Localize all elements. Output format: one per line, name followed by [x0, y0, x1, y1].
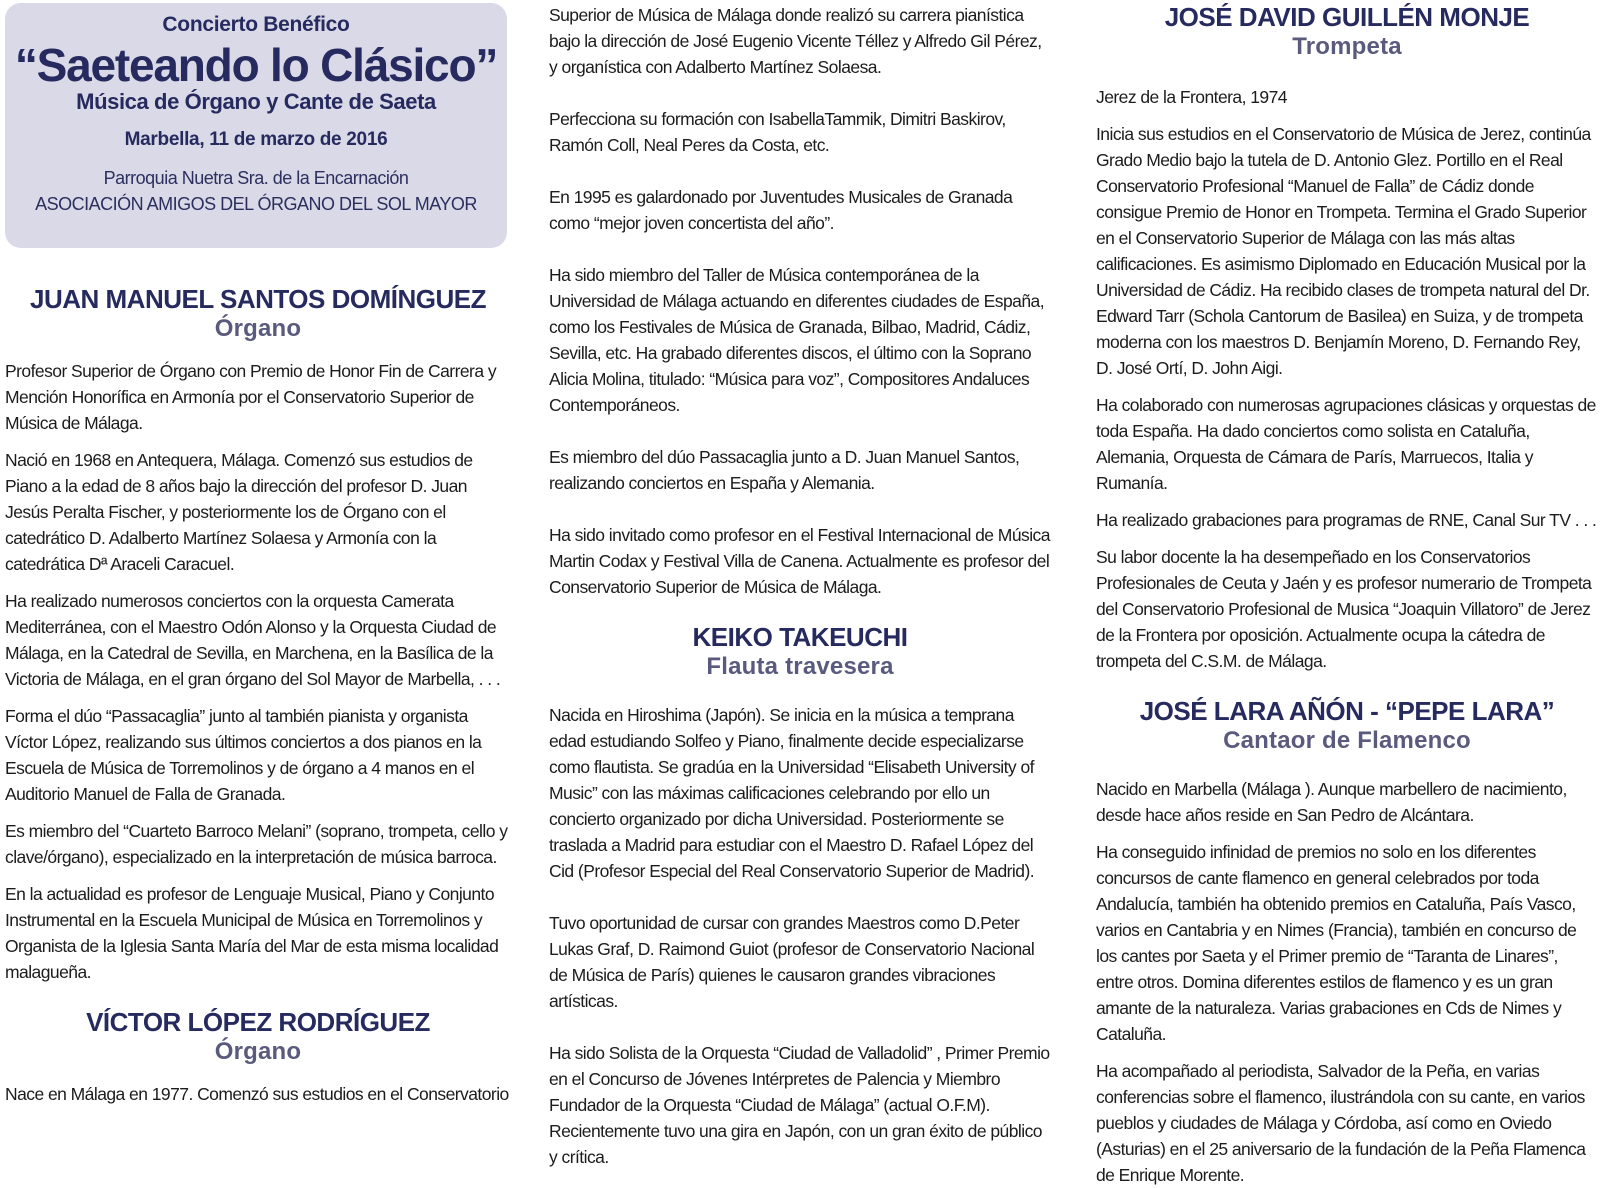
- venue-line-2: ASOCIACIÓN AMIGOS DEL ÓRGANO DEL SOL MAYOR: [35, 194, 477, 214]
- bio-paragraph: Perfecciona su formación con IsabellaTammik, Dimitri Baskirov, Ramón Coll, Neal Peres da Costa, etc.: [549, 109, 1006, 155]
- bio-paragraph: Es miembro del dúo Passacaglia junto a D. Juan Manuel Santos, realizando conciertos en España y Alemania.: [549, 447, 1020, 493]
- bio-role: Cantaor de Flamenco: [1223, 727, 1471, 754]
- bio-role: Órgano: [214, 1038, 302, 1065]
- concert-venue: [5, 165, 507, 217]
- bio-paragraph: Jerez de la Frontera, 1974: [1096, 87, 1287, 107]
- bio-paragraph: Forma el dúo “Passacaglia” junto al también pianista y organista Víctor López, realizando sus últimos conciertos a dos pianos en la Escuela de Música de Torremolinos y de órgano a 4 manos en el Auditorio Manuel de Falla de Granada.: [5, 706, 482, 804]
- bio-role: Órgano: [214, 315, 302, 342]
- bio-paragraph: Es miembro del “Cuarteto Barroco Melani” (soprano, trompeta, cello y clave/órgano), especializado en la interpretación de música barroca.: [5, 821, 508, 867]
- bio-paragraph: Inicia sus estudios en el Conservatorio de Música de Jerez, continúa Grado Medio bajo la tutela de D. Antonio Glez. Portillo en el Real Conservatorio Profesional “Manuel de Falla” de Cádiz donde consigue Premio de Honor en Trompeta. Termina el Grado Superior en el Conservatorio Superior de Málaga con las más altas calificaciones. Es asimismo Diplomado en Educación Musical por la Universidad de Cádiz. Ha recibido clases de trompeta natural del Dr. Edward Tarr (Schola Cantorum de Basilea) en Suiza, y de trompeta moderna con los maestros D. Benjamín Moreno, D. Fernando Rey, D. José Ortí, D. John Aigi.: [1096, 124, 1591, 378]
- bio-paragraph: Nace en Málaga en 1977. Comenzó sus estudios en el Conservatorio: [5, 1084, 509, 1104]
- bio-paragraph: Ha sido Solista de la Orquesta “Ciudad de Valladolid” , Primer Premio en el Concurso de Jóvenes Intérpretes de Palencia y Miembro Fundador de la Orquesta “Ciudad de Málaga” (actual O.F.M). Recientemente tuvo una gira en Japón, con un gran éxito de público y crítica.: [549, 1043, 1050, 1167]
- bio-paragraph: Ha realizado numerosos conciertos con la orquesta Camerata Mediterránea, con el Maestro Odón Alonso y la Orquesta Ciudad de Málaga, en la Catedral de Sevilla, en Marchena, en la Basílica de la Victoria de Málaga, en el gran órgano del Sol Mayor de Marbella, . . .: [5, 591, 501, 689]
- bio-paragraph: Ha acompañado al periodista, Salvador de la Peña, en varias conferencias sobre el flamenco, ilustrándola con su cante, en varios pueblos y ciudades de Málaga y Córdoba, así como en Oviedo (Asturias) en el 25 aniversario de la fundación de la Peña Flamenca de Enrique Morente.: [1096, 1061, 1586, 1185]
- bio-role: Trompeta: [1292, 33, 1402, 60]
- venue-line-1: Parroquia Nuetra Sra. de la Encarnación: [103, 168, 409, 188]
- bio-name: JUAN MANUEL SANTOS DOMÍNGUEZ: [30, 284, 486, 314]
- concert-date: Marbella, 11 de marzo de 2016: [124, 129, 388, 150]
- bio-name: JOSÉ LARA AÑÓN - “PEPE LARA”: [1139, 696, 1555, 726]
- concert-title: “Saeteando lo Clásico”: [14, 39, 498, 91]
- bio-name: KEIKO TAKEUCHI: [692, 622, 908, 652]
- bio-paragraph: Ha colaborado con numerosas agrupaciones clásicas y orquestas de toda España. Ha dado conciertos como solista en Cataluña, Alemania, Orquesta de Cámara de París, Marruecos, Italia y Rumanía.: [1096, 395, 1596, 493]
- column-middle: [549, 0, 1051, 1170]
- bio-paragraph: Ha conseguido infinidad de premios no solo en los diferentes concursos de cante flamenco en general celebrados por toda Andalucía, también ha obtenido premios en Cataluña, País Vasco, varios en Cantabria y en Nimes (Francia), también en concurso de los cantes por Saeta y el Primer premio de “Taranta de Linares”, entre otros. Domina diferentes estilos de flamenco y es un gran amante de la naturaleza. Varias grabaciones en Cds de Nimes y Cataluña.: [1096, 842, 1577, 1044]
- bio-paragraph: En 1995 es galardonado por Juventudes Musicales de Granada como “mejor joven concertista del año”.: [549, 187, 1013, 233]
- bio-paragraph: Ha sido miembro del Taller de Música contemporánea de la Universidad de Málaga actuando en diferentes ciudades de España, como los Festivales de Música de Granada, Bilbao, Madrid, Cádiz, Sevilla, etc. Ha grabado diferentes discos, el último con la Soprano Alicia Molina, titulado: “Música para voz”, Compositores Andaluces Contemporáneos.: [549, 265, 1045, 415]
- concert-music-type: Música de Órgano y Cante de Saeta: [76, 89, 436, 114]
- bio-name: JOSÉ DAVID GUILLÉN MONJE: [1164, 2, 1530, 32]
- bio-paragraph: Profesor Superior de Órgano con Premio de Honor Fin de Carrera y Mención Honorífica en Armonía por el Conservatorio Superior de Música de Málaga.: [5, 361, 497, 433]
- concert-subtitle: Concierto Benéfico: [162, 13, 350, 36]
- bio-paragraph: Nació en 1968 en Antequera, Málaga. Comenzó sus estudios de Piano a la edad de 8 años bajo la dirección del profesor D. Juan Jesús Peralta Fischer, y posteriormente los de Órgano con el catedrático D. Adalberto Martínez Solaesa y Armonía con la catedrática Dª Araceli Caracuel.: [5, 450, 473, 574]
- column-left: [5, 0, 511, 1107]
- bio-paragraph: Su labor docente la ha desempeñado en los Conservatorios Profesionales de Ceuta y Jaén y es profesor numerario de Trompeta del Conservatorio Profesional de Musica “Joaquin Villatoro” de Jerez de la Frontera por oposición. Actualmente ocupa la cátedra de trompeta del C.S.M. de Málaga.: [1096, 547, 1592, 671]
- bio-paragraph: Ha realizado grabaciones para programas de RNE, Canal Sur TV . . .: [1096, 510, 1597, 530]
- concert-header-box: [5, 3, 507, 248]
- bio-paragraph: Ha sido invitado como profesor en el Festival Internacional de Música Martin Codax y Festival Villa de Canena. Actualmente es profesor del Conservatorio Superior de Música de Málaga.: [549, 525, 1050, 597]
- bio-name: VÍCTOR LÓPEZ RODRÍGUEZ: [86, 1007, 430, 1037]
- bio-paragraph: Superior de Música de Málaga donde realizó su carrera pianística bajo la dirección de José Eugenio Vicente Téllez y Alfredo Gil Pérez, y organística con Adalberto Martínez Solaesa.: [549, 5, 1042, 77]
- column-right: [1096, 0, 1598, 1188]
- bio-role: Flauta travesera: [706, 653, 894, 680]
- bio-paragraph: Nacido en Marbella (Málaga ). Aunque marbellero de nacimiento, desde hace años reside en San Pedro de Alcántara.: [1096, 779, 1567, 825]
- bio-paragraph: En la actualidad es profesor de Lenguaje Musical, Piano y Conjunto Instrumental en la Escuela Municipal de Música en Torremolinos y Organista de la Iglesia Santa María del Mar de esta misma localidad malagueña.: [5, 884, 499, 982]
- bio-paragraph: Tuvo oportunidad de cursar con grandes Maestros como D.Peter Lukas Graf, D. Raimond Guiot (profesor de Conservatorio Nacional de Música de París) quienes le causaron grandes vibraciones artísticas.: [549, 913, 1035, 1011]
- bio-paragraph: Nacida en Hiroshima (Japón). Se inicia en la música a temprana edad estudiando Solfeo y Piano, finalmente decide especializarse como flautista. Se gradúa en la Universidad “Elisabeth University of Music” con las máximas calificaciones celebrando por ello un concierto organizado por dicha Universidad. Posteriormente se traslada a Madrid para estudiar con el Maestro D. Rafael López del Cid (Profesor Especial del Real Conservatorio Superior de Madrid).: [549, 705, 1035, 881]
